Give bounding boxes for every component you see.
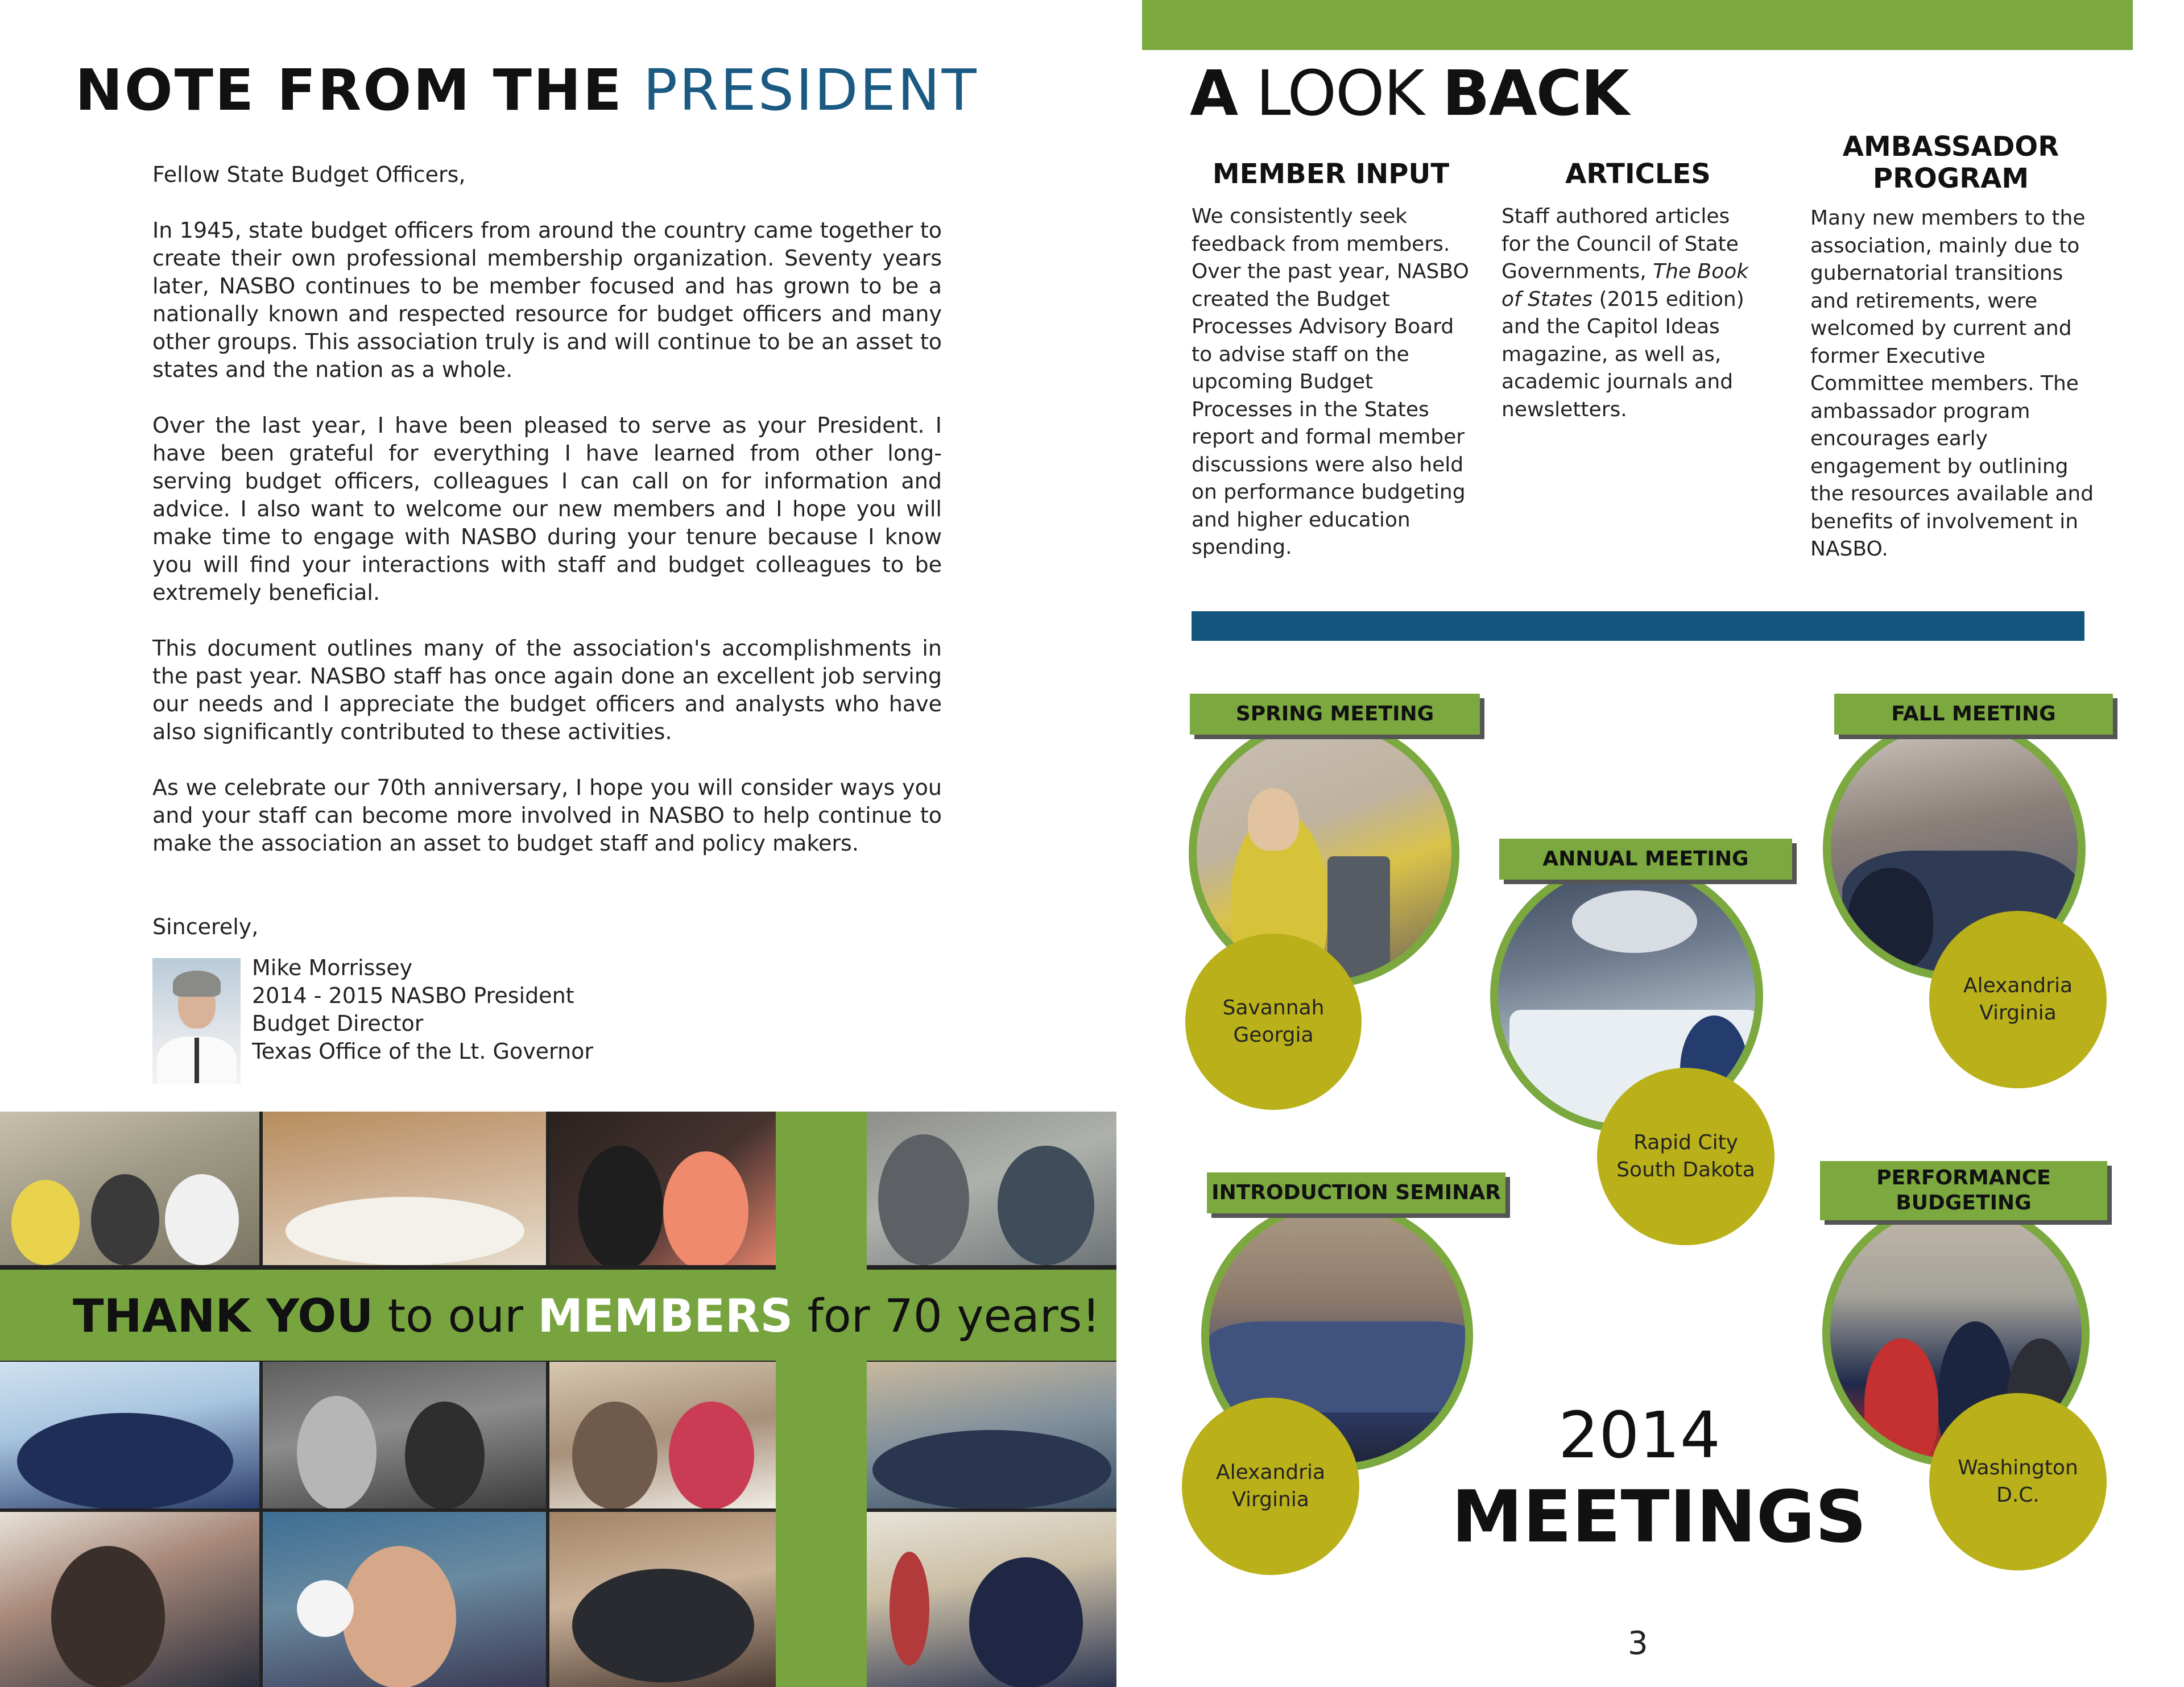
- fall-meeting-location: [1929, 911, 2107, 1088]
- collage-photo: [867, 1112, 1116, 1265]
- page-title: [75, 57, 978, 123]
- meetings-year: 2014: [1558, 1399, 1721, 1473]
- annual-meeting-label: ANNUAL MEETING: [1499, 839, 1792, 880]
- perf-state: D.C.: [1996, 1483, 2040, 1507]
- banner-members: MEMBERS: [537, 1290, 793, 1342]
- president-portrait: [152, 958, 241, 1084]
- letter-greeting: Fellow State Budget Officers,: [152, 162, 466, 187]
- blue-divider-bar: [1192, 611, 2084, 641]
- title-a: A: [1190, 57, 1238, 130]
- member-photo-collage: [0, 1112, 1116, 1687]
- intro-city: Alexandria: [1215, 1461, 1326, 1484]
- fall-meeting-label: FALL MEETING: [1834, 694, 2113, 735]
- fall-city: Alexandria: [1963, 974, 2073, 997]
- meetings-heading: MEETINGS: [1451, 1475, 1867, 1558]
- letter-closing: Sincerely,: [152, 914, 259, 939]
- fall-state: Virginia: [1979, 1001, 2057, 1025]
- collage-photo: [549, 1512, 776, 1687]
- title-bold: NOTE FROM THE: [75, 57, 623, 123]
- collage-photo: [867, 1362, 1116, 1508]
- collage-photo: [0, 1112, 259, 1265]
- spring-state: Georgia: [1233, 1023, 1314, 1047]
- ambassador-text: Many new members to the association, mainly due to gubernatorial transitions and retirements, were welcomed by current and former Executive Committee members. The ambassador program encourages early engagement by outlining the resources available and benefits of involvement in NASBO.: [1810, 206, 2094, 561]
- perf-label-line2: BUDGETING: [1896, 1191, 2032, 1215]
- signature-name: Mike Morrissey: [252, 955, 413, 980]
- collage-photo: [263, 1512, 546, 1687]
- look-back-title: [1190, 57, 1628, 130]
- articles-heading: ARTICLES: [1565, 158, 1711, 190]
- thank-you-banner-text: [73, 1290, 1100, 1342]
- banner-thank-you: THANK YOU: [73, 1290, 374, 1342]
- spring-city: Savannah: [1222, 996, 1325, 1019]
- collage-photo: [549, 1112, 776, 1265]
- title-back: BACK: [1442, 57, 1628, 130]
- signature-block: [252, 954, 593, 1066]
- articles-text: Staff authored articles for the Council of State Governments, The Book of States (2015 edition) and the Capitol Ideas magazine, as well as, academic journals and newsletters.: [1502, 205, 1749, 421]
- banner-seventy-years: for 70 years!: [793, 1290, 1101, 1342]
- top-green-bar: [1142, 0, 2133, 50]
- annual-city: Rapid City: [1633, 1131, 1738, 1154]
- introduction-seminar-location: [1182, 1398, 1359, 1575]
- letter-paragraph-2: Over the last year, I have been pleased to serve as your President. I have been grateful for everything I have learned from other long-serving budget officers, colleagues I can call on for information and advice. I also want to welcome our new members and I hope you will make time to engage with NASBO during your tenure because I know you will find your interactions with staff and budget colleagues to be extremely beneficial.: [152, 413, 942, 605]
- annual-state: South Dakota: [1616, 1158, 1755, 1182]
- signature-office: Texas Office of the Lt. Governor: [252, 1039, 593, 1064]
- letter-paragraph-4: As we celebrate our 70th anniversary, I hope you will consider ways you and your staff can become more involved in NASBO to help continue to make the association an asset to budget staff and policy makers.: [152, 775, 942, 856]
- banner-to-our: to our: [373, 1290, 538, 1342]
- member-input-text: We consistently seek feedback from members. Over the past year, NASBO created the Budget Processes Advisory Board to advise staff on the upcoming Budget Processes in the States report and formal member discussions were also held on performance budgeting and higher education spending.: [1192, 205, 1469, 559]
- collage-photo: [549, 1362, 776, 1508]
- member-input-heading: MEMBER INPUT: [1212, 158, 1450, 190]
- collage-photo: [263, 1112, 546, 1265]
- title-look: LOOK: [1237, 57, 1442, 130]
- spring-meeting-location: [1185, 934, 1362, 1110]
- collage-green-stripe: [776, 1112, 867, 1687]
- annual-meeting-location: [1597, 1068, 1774, 1245]
- introduction-seminar-label: INTRODUCTION SEMINAR: [1207, 1172, 1505, 1213]
- signature-position: Budget Director: [252, 1011, 424, 1036]
- perf-city: Washington: [1958, 1456, 2078, 1479]
- president-letter: [152, 161, 942, 969]
- spring-meeting-label: SPRING MEETING: [1190, 694, 1480, 735]
- collage-photo: [0, 1362, 259, 1508]
- collage-photo: [0, 1512, 259, 1687]
- ambassador-heading: AMBASSADOR PROGRAM: [1842, 131, 2059, 194]
- signature-role: 2014 - 2015 NASBO President: [252, 983, 574, 1008]
- performance-budgeting-location: [1929, 1393, 2107, 1570]
- letter-paragraph-3: This document outlines many of the association's accomplishments in the past year. NASBO staff has once again done an excellent job serving our needs and I appreciate the budget officers and analysts who have also significantly contributed to these activities.: [152, 636, 942, 744]
- collage-photo: [867, 1512, 1116, 1687]
- letter-paragraph-1: In 1945, state budget officers from around the country came together to create their own professional membership organization. Seventy years later, NASBO continues to be member focused and has grown to be a nationally known and respected resource for budget officers and many other groups. This association truly is and will continue to be an asset to states and the nation as a whole.: [152, 218, 942, 382]
- intro-state: Virginia: [1232, 1488, 1309, 1511]
- book-of-states-title: The Book of States: [1502, 260, 1749, 311]
- page-number: 3: [1628, 1625, 1648, 1662]
- title-light: PRESIDENT: [643, 57, 978, 123]
- collage-photo: [263, 1362, 546, 1508]
- performance-budgeting-label: [1820, 1161, 2107, 1220]
- perf-label-line1: PERFORMANCE: [1876, 1166, 2051, 1189]
